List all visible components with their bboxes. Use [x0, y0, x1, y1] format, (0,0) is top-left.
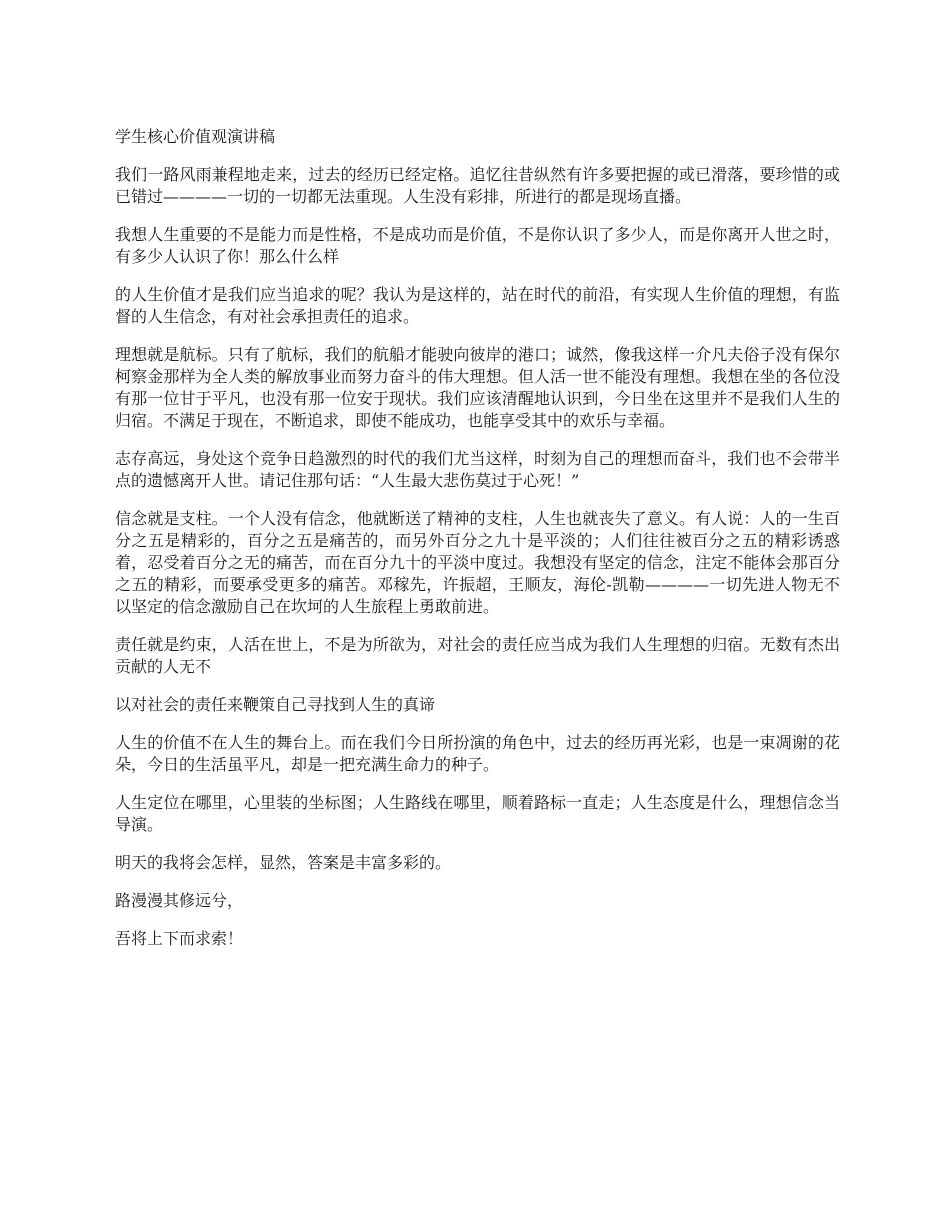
paragraph: 明天的我将会怎样，显然，答案是丰富多彩的。 — [115, 853, 452, 872]
paragraph: 吾将上下而求索！ — [115, 929, 244, 948]
document-title: 学生核心价值观演讲稿 — [115, 127, 276, 146]
paragraph: 理想就是航标。只有了航标，我们的航船才能驶向彼岸的港口；诚然，像我这样一介凡夫俗子没有保尔柯察金那样为全人类的解放事业而努力奋斗的伟大理想。但人活一世不能没有理想。我想在坐的各位没有那一位甘于平凡，也没有那一位安于现状。我们应该清醒地认识到，今日坐在这里并不是我们人生的归宿。不满足于现在，不断追求，即使不能成功，也能享受其中的欢乐与幸福。 — [115, 345, 840, 430]
paragraph: 路漫漫其修远兮， — [115, 891, 244, 910]
paragraph: 我想人生重要的不是能力而是性格，不是成功而是价值，不是你认识了多少人，而是你离开人世之时，有多少人认识了你！那么什么样 — [115, 225, 840, 266]
paragraph: 以对社会的责任来鞭策自己寻找到人生的真谛 — [115, 695, 436, 714]
paragraph: 人生定位在哪里，心里装的坐标图；人生路线在哪里，顺着路标一直走；人生态度是什么，理想信念当导演。 — [115, 793, 840, 834]
paragraph: 志存高远，身处这个竞争日趋激烈的时代的我们尤当这样，时刻为自己的理想而奋斗，我们也不会带半点的遗憾离开人世。请记住那句话：“人生最大悲伤莫过于心死！” — [115, 449, 840, 490]
document-page — [115, 126, 840, 966]
paragraph: 信念就是支柱。一个人没有信念，他就断送了精神的支柱，人生也就丧失了意义。有人说：人的一生百分之五是精彩的，百分之五是痛苦的，而另外百分之九十是平淡的；人们往往被百分之五的精彩诱惑着，忍受着百分之无的痛苦，而在百分九十的平淡中度过。我想没有坚定的信念，注定不能体会那百分之五的精彩，而要承受更多的痛苦。邓稼先，许振超，王顺友，海伦-凯勒————一切先进人物无不以坚定的信念激励自己在坎坷的人生旅程上勇敢前进。 — [115, 509, 840, 616]
paragraph: 我们一路风雨兼程地走来，过去的经历已经定格。追忆往昔纵然有许多要把握的或已滑落，要珍惜的或已错过————一切的一切都无法重现。人生没有彩排，所进行的都是现场直播。 — [115, 165, 840, 206]
paragraph: 的人生价值才是我们应当追求的呢？我认为是这样的，站在时代的前沿，有实现人生价值的理想，有监督的人生信念，有对社会承担责任的追求。 — [115, 285, 840, 326]
paragraph: 人生的价值不在人生的舞台上。而在我们今日所扮演的角色中，过去的经历再光彩，也是一束凋谢的花朵，今日的生活虽平凡，却是一把充满生命力的种子。 — [115, 733, 840, 774]
paragraph: 责任就是约束，人活在世上，不是为所欲为，对社会的责任应当成为我们人生理想的归宿。无数有杰出贡献的人无不 — [115, 635, 840, 676]
